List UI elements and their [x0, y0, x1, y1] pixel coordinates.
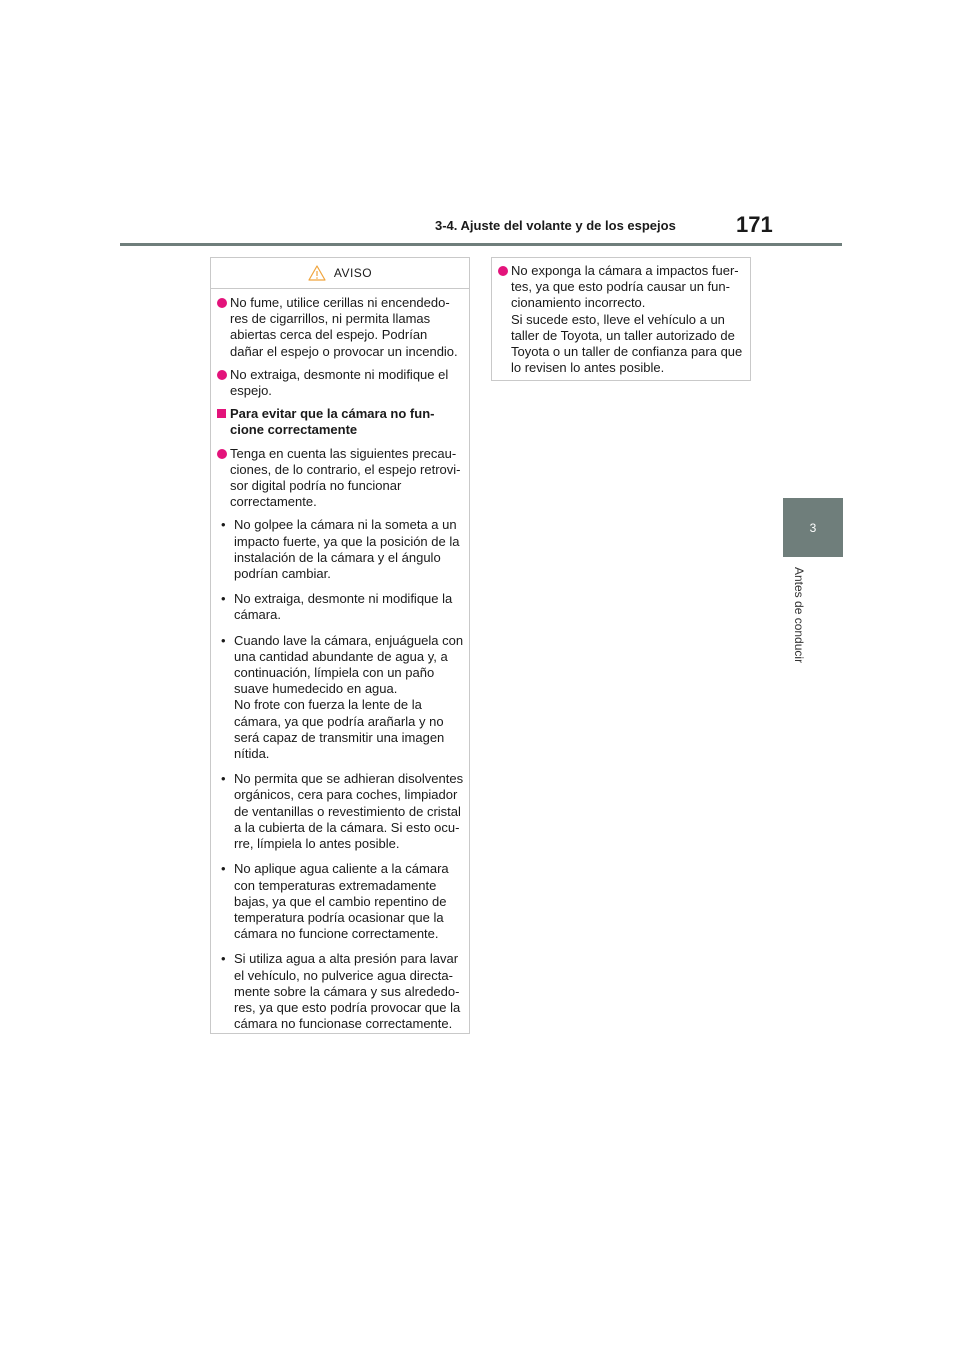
warning-content: [211, 289, 469, 1049]
pink-dot-icon: [217, 298, 227, 308]
warning-header: [211, 258, 469, 289]
header-rule: [120, 243, 842, 246]
precaution-bullet: • No golpee la cámara ni la someta a un impacto fuerte, ya que la posición de la instalación de la cámara y el ángulo podrían cambiar.: [221, 517, 460, 582]
pink-dot-icon: [498, 266, 508, 276]
warning-heading: AVISO: [333, 265, 373, 280]
precaution-bullet: • Cuando lave la cámara, enjuáguela con una cantidad abundante de agua y, a continuación, límpiela con un paño suave humedecido en agua. No frote con fuerza la lente de la cámara, ya que podría arañarla y no será capaz de transmitir una imagen nítida.: [221, 632, 464, 762]
warning-item: No fume, utilice cerillas ni encendedo- res de cigarrillos, ni permita llamas abiertas cerca del espejo. Podrían dañar el espejo o provocar un incendio.: [217, 295, 461, 360]
section-title: 3-4. Ajuste del volante y de los espejos: [435, 218, 676, 233]
chapter-title: Antes de conducir: [792, 567, 806, 664]
bullet-symbol: •: [221, 632, 226, 648]
continued-warning-box: [491, 257, 751, 381]
bullet-symbol: •: [221, 771, 226, 787]
page-number: 171: [736, 212, 773, 237]
warning-item: No exponga la cámara a impactos fuer- tes, ya que esto podría causar un fun- cionamiento incorrecto. Si sucede esto, lleve el vehículo a un taller de Toyota, un taller autorizado de Toyota o un taller de confianza para que lo revisen lo antes posible.: [498, 263, 742, 376]
continued-content: [492, 258, 750, 391]
precaution-bullet: • No permita que se adhieran disolventes orgánicos, cera para coches, limpiador de ventanillas o revestimiento de cristal a la cubierta de la cámara. Si esto ocu- rre, límpiela lo antes posible.: [221, 771, 464, 852]
camera-subheading: Para evitar que la cámara no fun- cione correctamente: [217, 406, 461, 438]
pink-dot-icon: [217, 370, 227, 380]
camera-precautions-item: Tenga en cuenta las siguientes precau- ciones, de lo contrario, el espejo retrovi- sor digital podría no funcionar correctamente.: [217, 446, 461, 511]
bullet-symbol: •: [221, 591, 226, 607]
warning-box: [210, 257, 470, 1034]
pink-dot-icon: [217, 449, 227, 459]
precaution-bullet: • Si utiliza agua a alta presión para lavar el vehículo, no pulverice agua directa- mente sobre la cámara y sus alrededo- res, ya que esto podría provocar que la cámara no funcionase correctamente.: [221, 951, 461, 1032]
chapter-number: 3: [809, 520, 817, 535]
pink-square-icon: [217, 409, 226, 418]
warning-item: No extraiga, desmonte ni modifique el espejo.: [217, 367, 461, 399]
precaution-bullet: • No aplique agua caliente a la cámara con temperaturas extremadamente bajas, ya que el cambio repentino de temperatura podría ocasionar que la cámara no funcione correctamente.: [221, 861, 449, 942]
warning-triangle-icon: [308, 265, 326, 281]
bullet-symbol: •: [221, 951, 226, 967]
chapter-tab[interactable]: [783, 498, 843, 557]
bullet-symbol: •: [221, 517, 226, 533]
precaution-bullet: • No extraiga, desmonte ni modifique la cámara.: [221, 591, 453, 623]
bullet-symbol: •: [221, 861, 226, 877]
